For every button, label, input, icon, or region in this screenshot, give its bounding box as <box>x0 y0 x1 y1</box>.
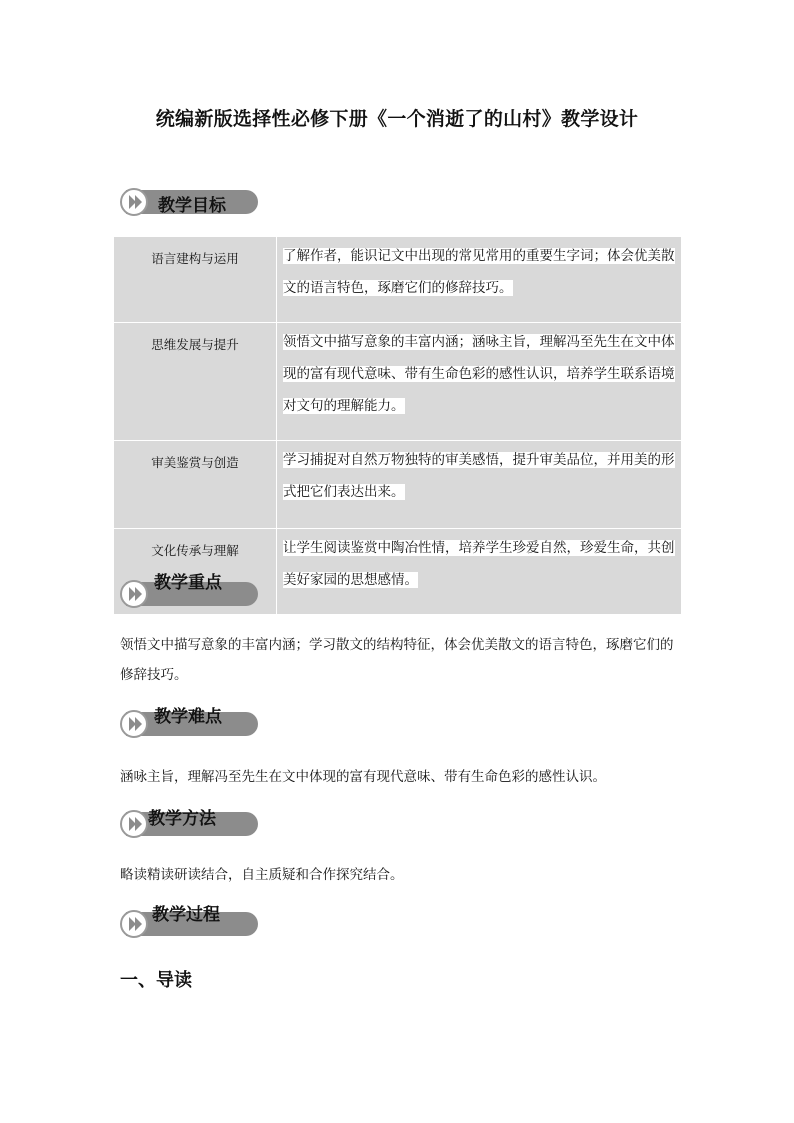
double-arrow-icon <box>120 580 148 608</box>
table-row <box>114 237 682 323</box>
section-header-goals <box>120 188 260 216</box>
goal-text: 学习捕捉对自然万物独特的审美感悟，提升审美品位，并用美的形式把它们表达出来。 <box>277 441 682 529</box>
subheading-intro: 一、导读 <box>120 970 192 991</box>
key-points-text: 领悟文中描写意象的丰富内涵；学习散文的结构特征，体会优美散文的语言特色，琢磨它们的修辞技巧。 <box>120 637 674 683</box>
double-arrow-icon <box>120 710 148 738</box>
methods-text: 略读精读研读结合，自主质疑和合作探究结合。 <box>120 867 404 883</box>
double-arrow-icon <box>120 188 148 216</box>
table-row <box>114 323 682 441</box>
section-title-goals: 教学目标 <box>158 196 226 216</box>
page-title: 统编新版选择性必修下册《一个消逝了的山村》教学设计 <box>155 108 639 130</box>
table-row <box>114 441 682 529</box>
goal-label: 思维发展与提升 <box>114 323 277 441</box>
double-arrow-icon <box>120 810 148 838</box>
goal-label: 审美鉴赏与创造 <box>114 441 277 529</box>
section-title-methods: 教学方法 <box>148 809 216 829</box>
goal-text: 了解作者，能识记文中出现的常见常用的重要生字词；体会优美散文的语言特色，琢磨它们的修辞技巧。 <box>277 237 682 323</box>
section-title-key-points: 教学重点 <box>154 573 222 593</box>
difficulties-text: 涵咏主旨，理解冯至先生在文中体现的富有现代意味、带有生命色彩的感性认识。 <box>120 769 606 785</box>
goal-text: 让学生阅读鉴赏中陶冶性情，培养学生珍爱自然，珍爱生命，共创美好家园的思想感情。 <box>277 529 682 615</box>
goal-label: 语言建构与运用 <box>114 237 277 323</box>
section-title-process: 教学过程 <box>152 905 220 925</box>
goal-text: 领悟文中描写意象的丰富内涵；涵咏主旨，理解冯至先生在文中体现的富有现代意味、带有生命色彩的感性认识，培养学生联系语境对文句的理解能力。 <box>277 323 682 441</box>
section-header-difficulties <box>120 707 260 738</box>
goals-table <box>113 236 681 614</box>
double-arrow-icon <box>120 910 148 938</box>
goal-label: 文化传承与理解 <box>114 529 277 615</box>
section-header-process <box>120 905 260 938</box>
section-header-methods <box>120 810 260 838</box>
section-title-difficulties: 教学难点 <box>154 707 222 727</box>
section-header-key-points <box>120 573 260 608</box>
